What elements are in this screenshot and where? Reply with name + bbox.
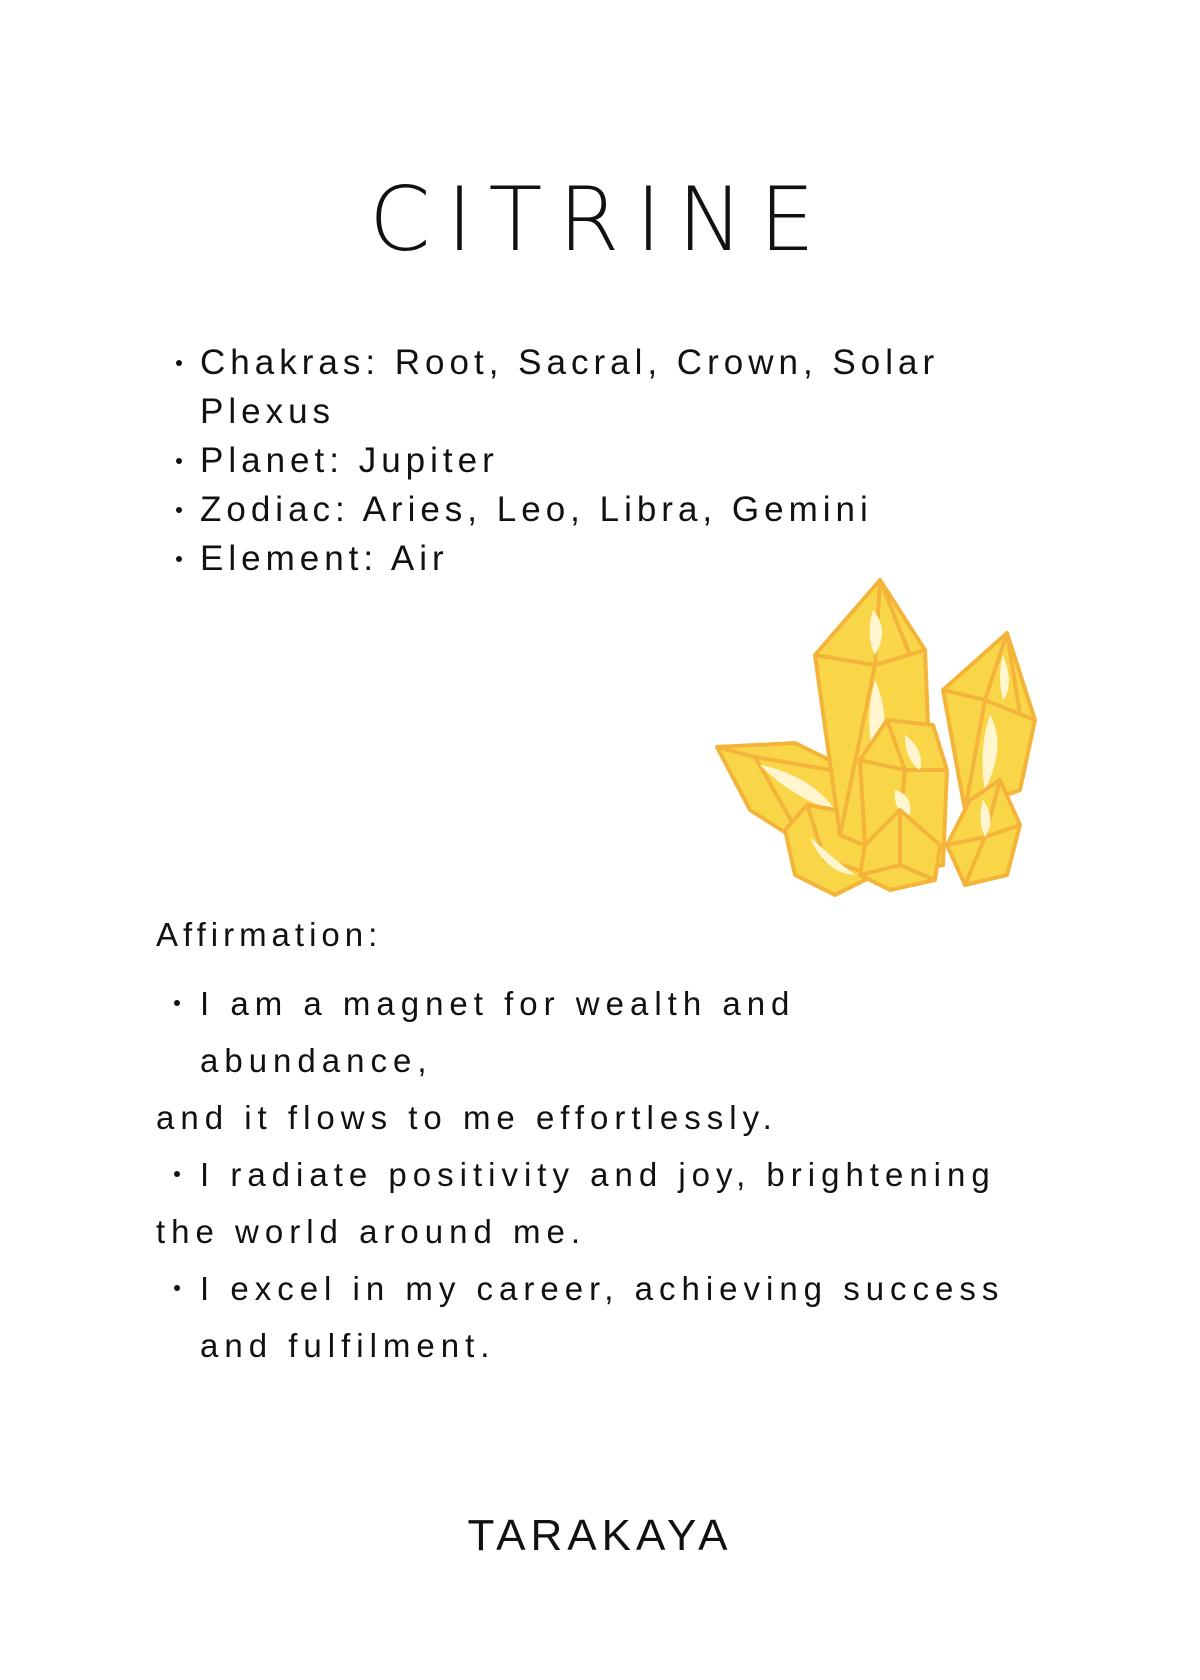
affirmation-list — [156, 975, 1056, 1089]
affirmation-block — [156, 975, 1056, 1374]
affirmation-list — [156, 1146, 1056, 1203]
affirmation-item: I radiate positivity and joy, brightening — [200, 1146, 1056, 1203]
page-title: CITRINE — [369, 168, 831, 271]
property-planet: Planet: Jupiter — [200, 436, 1080, 485]
property-zodiac: Zodiac: Aries, Leo, Libra, Gemini — [200, 485, 1080, 534]
affirmation-item: I excel in my career, achieving success and fulfilment. — [200, 1260, 1060, 1374]
affirmation-continuation: and it flows to me effortlessly. — [156, 1099, 778, 1136]
affirmation-heading: Affirmation: — [156, 916, 383, 953]
affirmation-continuation: the world around me. — [156, 1213, 587, 1250]
brand-name: TARAKAYA — [467, 1511, 733, 1560]
property-chakras: Chakras: Root, Sacral, Crown, Solar Plexus — [200, 338, 1080, 436]
citrine-crystal-cluster-icon — [715, 575, 1055, 925]
affirmation-list — [156, 1260, 1056, 1374]
property-element: Element: Air — [200, 534, 1080, 583]
affirmation-item: I am a magnet for wealth and abundance, — [200, 975, 840, 1089]
properties-list — [170, 338, 1080, 583]
